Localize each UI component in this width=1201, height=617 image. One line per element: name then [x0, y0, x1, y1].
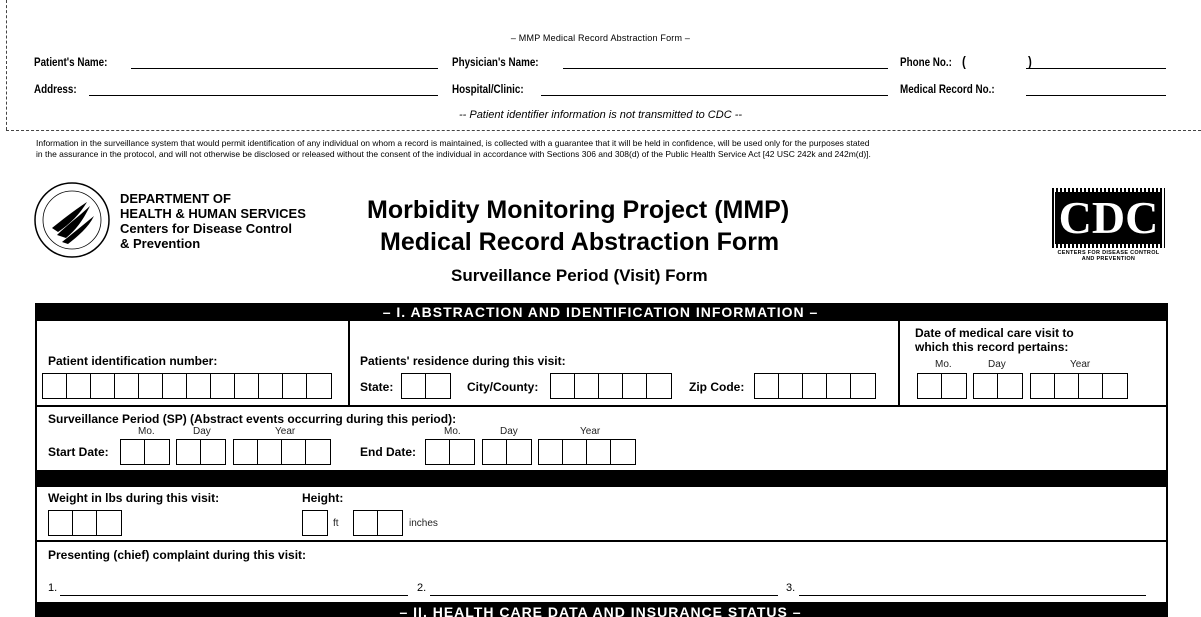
id-row-divider-2	[898, 321, 900, 405]
complaint-2-number: 2.	[417, 582, 427, 594]
hospital-field[interactable]	[541, 95, 888, 96]
id-row-divider-1	[348, 321, 350, 405]
residence-label: Patients' residence during this visit:	[360, 354, 566, 368]
end-day-caption: Day	[500, 426, 518, 437]
medical-record-label: Medical Record No.:	[900, 82, 995, 96]
patient-id-boxes[interactable]	[42, 373, 332, 399]
city-county-boxes[interactable]	[550, 373, 672, 399]
dept-line3: Centers for Disease Control	[120, 221, 292, 236]
end-year-caption: Year	[580, 426, 601, 437]
visit-day-boxes[interactable]	[973, 373, 1023, 399]
complaint-1-field[interactable]	[60, 595, 408, 596]
state-boxes[interactable]	[401, 373, 451, 399]
form-title-line1: Morbidity Monitoring Project (MMP)	[367, 196, 790, 224]
cdc-logo	[1052, 188, 1165, 264]
phone-label: Phone No.:	[900, 55, 952, 69]
address-field[interactable]	[89, 95, 438, 96]
height-inches-boxes[interactable]	[353, 510, 403, 536]
address-label: Address:	[34, 82, 77, 96]
visit-date-label-line1: Date of medical care visit to	[915, 326, 1074, 340]
height-label: Height:	[302, 491, 344, 505]
hospital-label: Hospital/Clinic:	[452, 82, 524, 96]
phone-field[interactable]	[1026, 68, 1166, 69]
form-title-line2: Medical Record Abstraction Form	[380, 228, 780, 256]
complaint-label: Presenting (chief) complaint during this visit:	[48, 548, 307, 562]
dept-line1: DEPARTMENT OF	[120, 191, 231, 206]
complaint-3-number: 3.	[786, 582, 796, 594]
start-day-caption: Day	[193, 426, 211, 437]
visit-year-caption: Year	[1070, 359, 1091, 370]
weight-boxes[interactable]	[48, 510, 122, 536]
dept-line2: HEALTH & HUMAN SERVICES	[120, 206, 306, 221]
city-label: City/County:	[467, 380, 539, 394]
dept-line4: & Prevention	[120, 236, 201, 251]
patient-id-label: Patient identification number:	[48, 354, 218, 368]
patient-name-field[interactable]	[131, 68, 438, 69]
feet-unit: ft	[333, 518, 339, 529]
start-date-label: Start Date:	[48, 445, 109, 459]
end-date-label: End Date:	[360, 445, 417, 459]
visit-year-boxes[interactable]	[1030, 373, 1128, 399]
start-month-boxes[interactable]	[120, 439, 170, 465]
physician-name-label: Physician's Name:	[452, 55, 539, 69]
not-transmitted-note: -- Patient identifier information is not transmitted to CDC --	[458, 109, 743, 121]
end-mo-caption: Mo.	[444, 426, 461, 437]
zip-label: Zip Code:	[689, 380, 745, 394]
complaint-3-field[interactable]	[799, 595, 1146, 596]
state-label: State:	[360, 380, 394, 394]
end-year-boxes[interactable]	[538, 439, 636, 465]
medical-record-field[interactable]	[1026, 95, 1166, 96]
complaint-2-field[interactable]	[430, 595, 778, 596]
cdc-logo-caption: CENTERS FOR DISEASE CONTROL AND PREVENTION	[1057, 250, 1160, 262]
section1-title-bar: – I. ABSTRACTION AND IDENTIFICATION INFORMATION –	[35, 303, 1166, 321]
confidentiality-line2: in the assurance in the protocol, and will not otherwise be disclosed or released without the consent of the individual in accordance with Sections 306 and 308(d) of the Public Health Service Act [42 USC 242k and 242m(d)].	[36, 149, 871, 159]
form-subtitle: Surveillance Period (Visit) Form	[451, 266, 708, 285]
cdc-logo-text: CDC	[1055, 192, 1163, 244]
top-form-caption: – MMP Medical Record Abstraction Form –	[510, 33, 691, 43]
start-mo-caption: Mo.	[138, 426, 155, 437]
section2-title-bar: – II. HEALTH CARE DATA AND INSURANCE STATUS –	[35, 602, 1166, 617]
weight-label: Weight in lbs during this visit:	[48, 491, 220, 505]
confidentiality-line1: Information in the surveillance system that would permit identification of any individual on whom a record is maintained, is collected with a guarantee that it will be held in confidence, will be used only for the purposes stated	[36, 138, 870, 148]
start-year-caption: Year	[275, 426, 296, 437]
visit-month-boxes[interactable]	[917, 373, 967, 399]
cutline-bottom	[6, 130, 1201, 131]
height-feet-box[interactable]	[302, 510, 328, 536]
physician-name-field[interactable]	[563, 68, 888, 69]
start-day-boxes[interactable]	[176, 439, 226, 465]
start-year-boxes[interactable]	[233, 439, 331, 465]
phone-open-paren: (	[962, 53, 966, 69]
inches-unit: inches	[409, 518, 438, 529]
patient-name-label: Patient's Name:	[34, 55, 108, 69]
zip-code-boxes[interactable]	[754, 373, 876, 399]
id-row-bottom-rule	[35, 405, 1166, 407]
complaint-1-number: 1.	[48, 582, 58, 594]
visit-day-caption: Day	[988, 359, 1006, 370]
phone-close-paren: )	[1028, 53, 1032, 69]
visit-mo-caption: Mo.	[935, 359, 952, 370]
weight-row-bottom-rule	[35, 540, 1166, 542]
hhs-seal-logo	[32, 180, 112, 260]
sp-label: Surveillance Period (SP) (Abstract events occurring during this period):	[48, 412, 457, 426]
visit-date-label-line2: which this record pertains:	[915, 340, 1069, 354]
end-month-boxes[interactable]	[425, 439, 475, 465]
section-separator-bar	[35, 470, 1166, 487]
end-day-boxes[interactable]	[482, 439, 532, 465]
